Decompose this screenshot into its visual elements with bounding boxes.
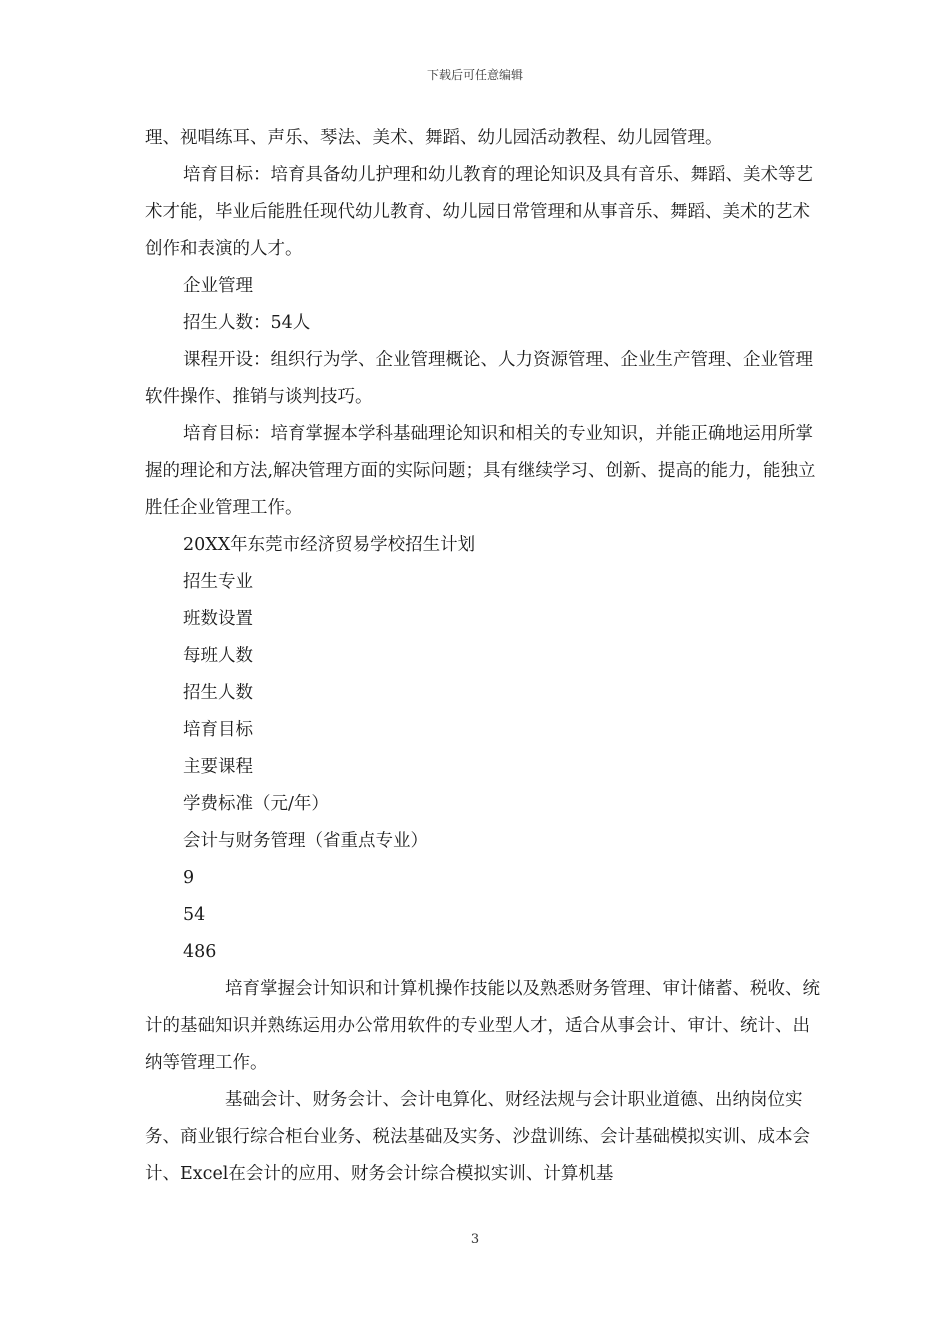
table-cell: 基础会计、财务会计、会计电算化、财经法规与会计职业道德、出纳岗位实务、商业银行综合柜台业务、税法基础及实务、沙盘训练、会计基础模拟实训、成本会计、Excel在会计的应用、财务会计综合模拟实训、计算机基 <box>145 1090 810 1184</box>
table-header-cell: 培育目标 <box>183 720 253 740</box>
table-header-cell: 学费标准（元/年） <box>183 794 329 814</box>
table-cell: 54 <box>183 905 206 925</box>
section-heading: 20XX年东莞市经济贸易学校招生计划 <box>183 535 476 555</box>
page-header: 下载后可任意编辑 <box>426 68 523 82</box>
paragraph: 培育目标：培育掌握本学科基础理论知识和相关的专业知识，并能正确地运用所掌握的理论和方法,解决管理方面的实际问题；具有继续学习、创新、提高的能力，能独立胜任企业管理工作。 <box>145 424 816 518</box>
paragraph: 招生人数：54人 <box>183 313 311 333</box>
page-number: 3 <box>470 1232 480 1247</box>
table-header-cell: 每班人数 <box>183 646 253 666</box>
table-cell: 培育掌握会计知识和计算机操作技能以及熟悉财务管理、审计储蓄、税收、统计的基础知识并熟练运用办公常用软件的专业型人才，适合从事会计、审计、统计、出纳等管理工作。 <box>145 979 820 1073</box>
paragraph: 理、视唱练耳、声乐、琴法、美术、舞蹈、幼儿园活动教程、幼儿园管理。 <box>145 128 723 148</box>
table-header-cell: 主要课程 <box>183 757 253 777</box>
paragraph: 培育目标：培育具备幼儿护理和幼儿教育的理论知识及具有音乐、舞蹈、美术等艺术才能，毕业后能胜任现代幼儿教育、幼儿园日常管理和从事音乐、舞蹈、美术的艺术创作和表演的人才。 <box>145 165 813 259</box>
section-heading: 企业管理 <box>183 276 253 296</box>
table-cell: 486 <box>183 942 217 962</box>
paragraph: 课程开设：组织行为学、企业管理概论、人力资源管理、企业生产管理、企业管理软件操作、推销与谈判技巧。 <box>145 350 813 407</box>
table-header-cell: 招生人数 <box>183 683 253 703</box>
document-body <box>145 120 825 1193</box>
table-header-cell: 招生专业 <box>183 572 253 592</box>
table-cell: 会计与财务管理（省重点专业） <box>183 831 428 851</box>
table-cell: 9 <box>183 868 195 888</box>
table-header-cell: 班数设置 <box>183 609 253 629</box>
